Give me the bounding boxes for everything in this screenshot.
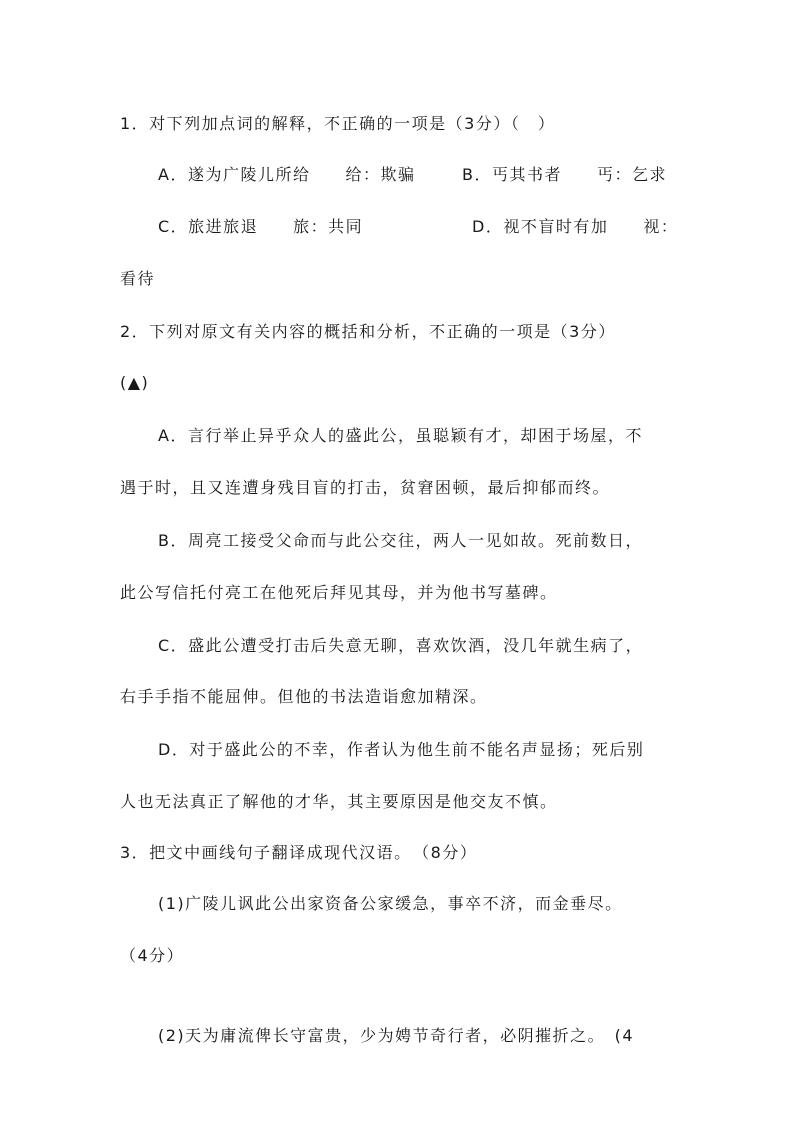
q2-option-a-line2: 遇于时，且又连遭身残目盲的打击，贫窘困顿，最后抑郁而终。: [120, 478, 611, 497]
q1-option-b: B．丐其书者 丐：乞求: [462, 165, 667, 184]
q2-option-d-line1: D．对于盛此公的不幸，作者认为他生前不能名声显扬；死后别: [158, 740, 645, 759]
q1-option-c: C．旅进旅退 旅：共同: [158, 217, 364, 236]
q2-option-b-line2: 此公写信托付亮工在他死后拜见其母，并为他书写墓碑。: [120, 583, 558, 602]
q1-option-d: D．视不盲时有加 视：: [472, 217, 679, 236]
q2-option-b-line1: B．周亮工接受父命而与此公交往，两人一见如故。死前数日，: [158, 531, 643, 550]
q2-option-a-line1: A．言行举止异乎众人的盛此公，虽聪颖有才，却困于场屋，不: [158, 426, 643, 445]
q1-stem: 1．对下列加点词的解释，不正确的一项是（3分）（ ）: [120, 114, 556, 133]
q3-item1-line1: (1)广陵儿讽此公出家资备公家缓急，事卒不济，而金垂尽。: [158, 894, 623, 913]
q2-option-c-line1: C．盛此公遭受打击后失意无聊，喜欢饮酒，没几年就生病了，: [158, 636, 644, 655]
q2-option-c-line2: 右手手指不能屈伸。但他的书法造诣愈加精深。: [120, 687, 488, 706]
q2-stem: 2．下列对原文有关内容的概括和分析，不正确的一项是（3分）: [120, 322, 616, 341]
q1-option-d-continued: 看待: [120, 269, 156, 288]
q2-option-d-line2: 人也无法真正了解他的才华，其主要原因是他交友不慎。: [120, 792, 558, 811]
q3-stem: 3．把文中画线句子翻译成现代汉语。 （8分）: [120, 843, 478, 862]
q2-stem-answer-mark: (▲): [120, 373, 150, 392]
q3-item1-line2: （4分）: [120, 946, 185, 965]
q1-option-a: A．遂为广陵儿所给 给：欺骗: [158, 165, 416, 184]
q3-item2-line1: (2)天为庸流俾长守富贵，少为娉节奇行者，必阴摧折之。 (4: [158, 1026, 635, 1045]
